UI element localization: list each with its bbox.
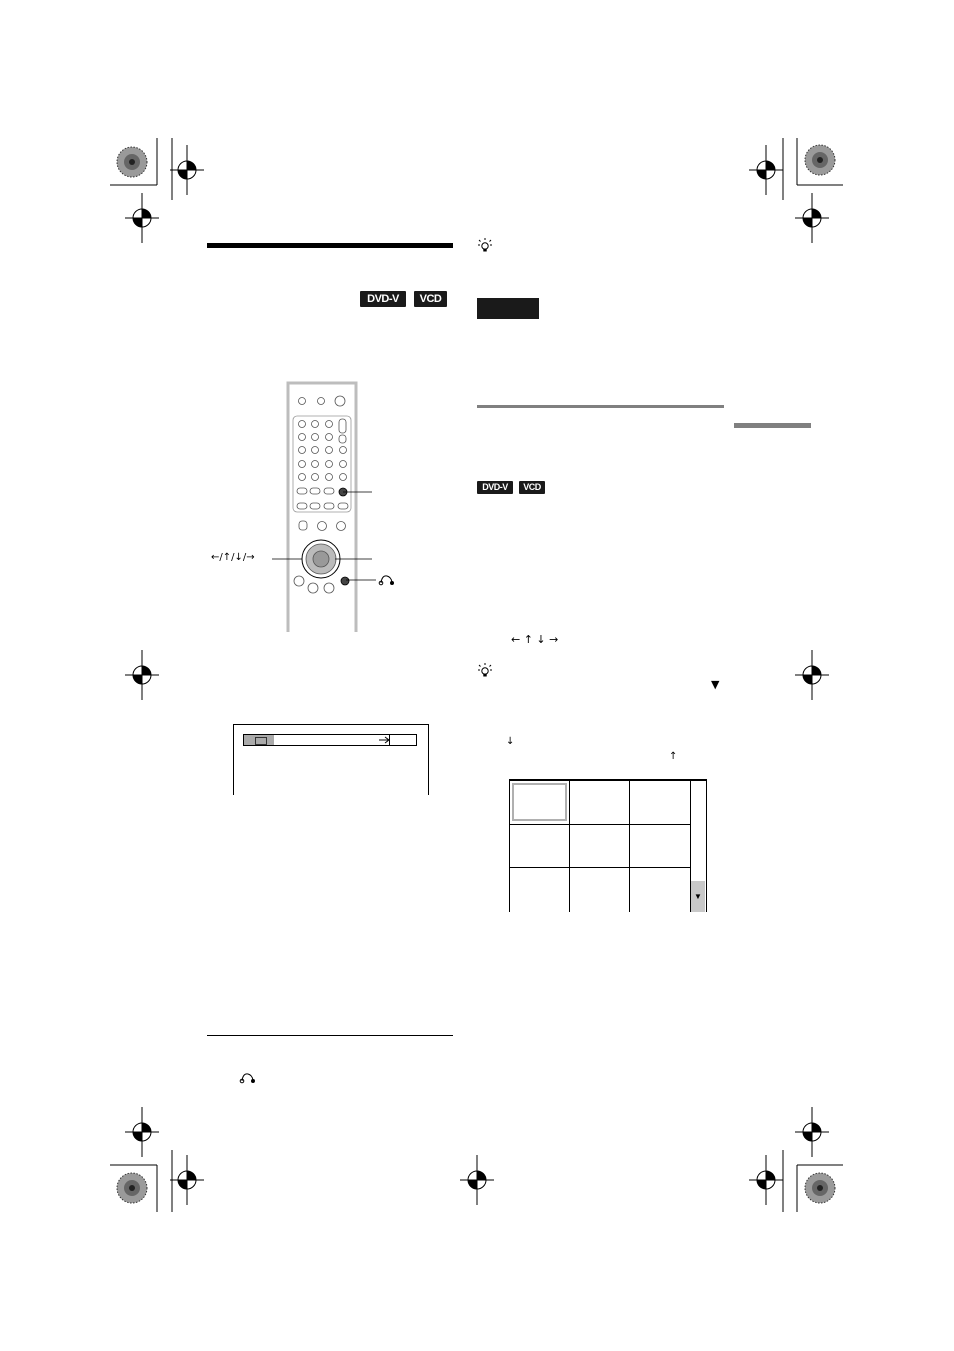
grid-cell[interactable] [510,781,570,825]
return-icon [378,574,396,586]
grid-cell[interactable] [630,825,690,868]
grid-cell[interactable] [510,868,570,912]
osd-screen [233,724,429,795]
dvd-v-badge: DVD-V [360,291,406,307]
tip-lightbulb-icon [477,237,493,253]
scroll-down-button[interactable] [691,881,705,912]
down-arrow-glyph: ↓ [506,736,515,747]
return-icon [239,1072,257,1084]
osd-bar [243,734,417,746]
osd-value-field [389,735,417,745]
note-heading-box [477,298,539,319]
down-triangle-glyph: ▼ [711,678,720,691]
grid-cell[interactable] [630,868,690,912]
grid-scrollbar[interactable] [690,781,705,912]
grid-cell[interactable] [570,868,630,912]
step-arrow-buttons: ← ↑ ↓ → [511,633,559,646]
dvd-v-badge: DVD-V [477,481,513,494]
section-rule-bottom [207,1035,453,1036]
grid-cell[interactable] [510,825,570,868]
vcd-badge: VCD [414,291,447,307]
arrow-buttons-label: ←/↑/↓/→ [211,552,255,563]
scroll-down-icon: ▼ [694,892,702,901]
picture-navigation-grid [509,779,707,912]
selected-cell-highlight [512,783,567,821]
tip-lightbulb-icon [477,662,493,678]
grid-cell[interactable] [570,825,630,868]
up-arrow-glyph: ↑ [669,751,678,762]
subsection-rule [477,405,724,408]
grid-cell[interactable] [570,781,630,825]
vcd-badge: VCD [519,481,545,494]
chapter-tab-rule [734,423,811,428]
osd-icon [255,737,267,745]
grid-cell[interactable] [630,781,690,825]
